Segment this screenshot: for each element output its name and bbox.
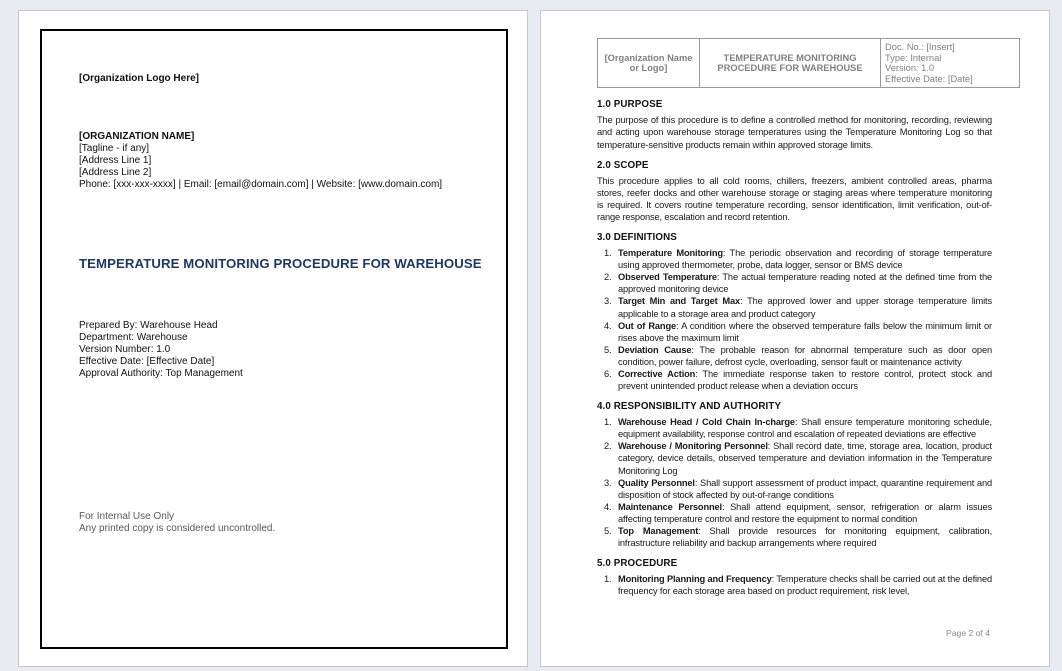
procedure-page xyxy=(540,10,1050,667)
numbered-list xyxy=(597,573,992,597)
list-item-term: Warehouse / Monitoring Personnel xyxy=(618,441,768,452)
document-header-table xyxy=(597,38,1020,88)
list-item: 1. Monitoring Planning and Frequency: Temperature checks shall be carried out at the defined frequency for each storage area based on product requirement, risk level, xyxy=(604,574,992,597)
section-paragraph: This procedure applies to all cold rooms, chillers, freezers, ambient controlled areas, pharma stores, reefer docks and other warehouse storage or staging areas where temperature monitoring is required. It covers routine temperature recording, sensor identification, limit verification, out-of-range response, escalation and record retention. xyxy=(597,175,992,222)
section xyxy=(597,401,992,549)
list-item-term: Monitoring Planning and Frequency xyxy=(618,574,772,585)
section-heading: 4.0 RESPONSIBILITY AND AUTHORITY xyxy=(597,401,782,413)
list-item-term: Quality Personnel xyxy=(618,477,695,488)
doc-effective-date-line: Effective Date: [Date] xyxy=(885,73,973,84)
organization-info-block xyxy=(79,131,487,191)
version-line: Version Number: 1.0 xyxy=(79,344,171,355)
list-item-number: 1. xyxy=(604,574,612,585)
cover-footer-block xyxy=(79,511,487,535)
doc-no-line: Doc. No.: [Insert] xyxy=(885,42,955,52)
page2-content xyxy=(597,38,992,600)
page-number: Page 2 of 4 xyxy=(946,628,990,638)
list-item-number: 2. xyxy=(604,272,612,283)
list-item: 2. Observed Temperature: The actual temperature reading noted at the defined time from the approved monitoring device xyxy=(604,272,992,295)
approval-authority-line: Approval Authority: Top Management xyxy=(79,368,243,379)
list-item-term: Deviation Cause xyxy=(618,344,692,355)
organization-logo-placeholder: [Organization Logo Here] xyxy=(79,73,199,84)
document-title: TEMPERATURE MONITORING PROCEDURE FOR WAREHOUSE xyxy=(79,256,482,271)
list-item: 4. Maintenance Personnel: Shall attend equipment, sensor, refrigeration or alarm issues affecting temperature control and restore the equipment to normal condition xyxy=(604,501,992,524)
address-line-2: [Address Line 2] xyxy=(79,167,152,178)
doc-version-line: Version: 1.0 xyxy=(885,63,935,74)
list-item: 2. Warehouse / Monitoring Personnel: Shall record date, time, storage area, location, product category, device details, observed temperature and deviation information in the Temperature Monitoring Log xyxy=(604,441,992,476)
section xyxy=(597,160,992,223)
list-item-number: 3. xyxy=(604,477,612,488)
list-item-term: Maintenance Personnel xyxy=(618,501,722,512)
section xyxy=(597,99,992,150)
list-item-term: Observed Temperature xyxy=(618,272,717,283)
organization-tagline: [Tagline - if any] xyxy=(79,143,150,154)
list-item: 6. Corrective Action: The immediate response taken to restore control, protect stock and prevent unintended product release when a deviation occurs xyxy=(604,368,992,392)
internal-use-line: For Internal Use Only xyxy=(79,511,175,522)
section xyxy=(597,558,992,597)
list-item-term: Top Management xyxy=(618,526,699,536)
contact-line: Phone: [xxx-xxx-xxxx] | Email: [email@domain.com] | Website: [www.domain.com] xyxy=(79,179,443,190)
effective-date-line: Effective Date: [Effective Date] xyxy=(79,356,215,367)
list-item-number: 4. xyxy=(604,501,612,512)
list-item-term: Warehouse Head / Cold Chain In-charge xyxy=(618,417,795,428)
list-item-number: 4. xyxy=(604,320,612,331)
numbered-list xyxy=(597,416,992,549)
list-item: 3. Quality Personnel: Shall support assessment of product impact, quarantine requirement and disposition of stock affected by out-of-range conditions xyxy=(604,477,992,500)
department-line: Department: Warehouse xyxy=(79,332,188,343)
list-item-number: 1. xyxy=(604,417,612,428)
list-item: 1. Warehouse Head / Cold Chain In-charge: Shall ensure temperature monitoring schedule, equipment availability, response control and escalation of repeated deviations are effective xyxy=(604,417,992,440)
header-meta-cell xyxy=(881,39,1020,88)
list-item: 4. Out of Range: A condition where the observed temperature falls below the minimum limit or rises above the maximum limit xyxy=(604,320,992,343)
list-item-number: 2. xyxy=(604,441,612,452)
uncontrolled-copy-line: Any printed copy is considered uncontrolled. xyxy=(79,523,276,534)
list-item-term: Target Min and Target Max xyxy=(618,296,741,307)
list-item-number: 6. xyxy=(604,368,612,379)
list-item-number: 5. xyxy=(604,526,612,536)
doc-type-line: Type: Internal xyxy=(885,52,942,63)
procedure-sections xyxy=(597,99,992,597)
address-line-1: [Address Line 1] xyxy=(79,155,152,166)
section-heading: 1.0 PURPOSE xyxy=(597,99,663,111)
header-title-cell: TEMPERATURE MONITORING PROCEDURE FOR WAREHOUSE xyxy=(700,39,881,88)
section xyxy=(597,232,992,392)
header-org-cell: [Organization Name or Logo] xyxy=(598,39,700,88)
list-item-term: Corrective Action xyxy=(618,368,696,379)
section-paragraph: The purpose of this procedure is to define a controlled method for monitoring, recording, reviewing and acting upon warehouse storage temperatures using the Temperature Monitoring Log so that temperature-sensitive products remain within approved storage limits. xyxy=(597,115,992,150)
list-item: 3. Target Min and Target Max: The approved lower and upper storage temperature limits applicable to a storage area and product category xyxy=(604,296,992,319)
section-heading: 5.0 PROCEDURE xyxy=(597,558,678,570)
list-item: 5. Top Management: Shall provide resources for monitoring equipment, calibration, infrastructure reliability and backup arrangements where required xyxy=(604,526,993,549)
list-item: 1. Temperature Monitoring: The periodic observation and recording of storage temperature using approved thermometer, probe, data logger, sensor or BMS device xyxy=(604,248,992,271)
section-heading: 3.0 DEFINITIONS xyxy=(597,232,677,244)
list-item: 5. Deviation Cause: The probable reason for abnormal temperature such as door open condition, power failure, defrost cycle, overloading, sensor fault or maintenance activity xyxy=(604,344,992,367)
prepared-by-line: Prepared By: Warehouse Head xyxy=(79,320,218,331)
numbered-list xyxy=(597,247,992,392)
list-item-term: Out of Range xyxy=(618,320,677,331)
organization-name: [ORGANIZATION NAME] xyxy=(79,131,195,142)
list-item-term: Temperature Monitoring xyxy=(618,248,723,259)
list-item-number: 3. xyxy=(604,296,612,307)
list-item-number: 5. xyxy=(604,344,612,355)
section-heading: 2.0 SCOPE xyxy=(597,159,649,171)
list-item-number: 1. xyxy=(604,248,612,259)
document-meta-block xyxy=(79,320,487,380)
cover-page xyxy=(18,10,528,667)
